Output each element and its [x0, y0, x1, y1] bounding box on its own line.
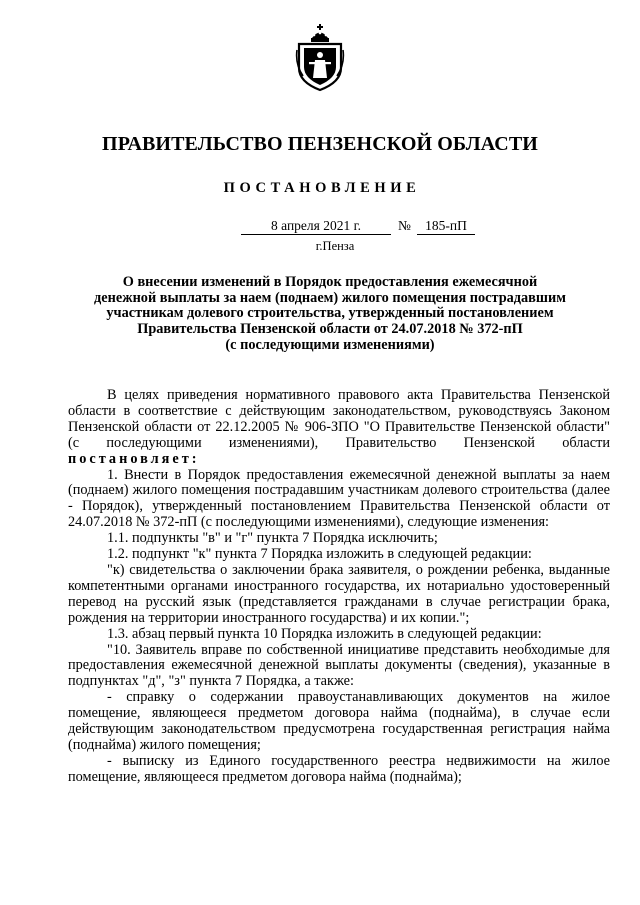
document-number: 185-пП — [417, 218, 475, 235]
document-type: ПОСТАНОВЛЕНИЕ — [223, 180, 421, 196]
preamble-paragraph — [68, 388, 610, 468]
list-item: - выписку из Единого государственного реестра недвижимости на жилое помещение, являющееся предметом договора найма (поднайма); — [68, 752, 610, 785]
clause-1-2-quote: "к) свидетельства о заключении брака заявителя, о рождении ребенка, выданные компетентными органами иностранного государства, их нотариально удостоверенный перевод на русский язык (представляется гражданами в случае регистрации брака, рождения на территории иностранного государства) и их копии."; — [68, 561, 610, 626]
resolves-word: постановляет: — [68, 450, 200, 467]
clause-1: 1. Внести в Порядок предоставления ежемесячной денежной выплаты за наем (поднаем) жилого помещения пострадавшим участникам долевого строительства (далее - Порядок), утвержденный постановлением Правительства Пензенской области от 24.07.2018 № 372-пП (с последующими изменениями), следующие изменения: — [68, 466, 610, 531]
document-heading — [80, 275, 580, 354]
clause-1-1: 1.1. подпункты "в" и "г" пункта 7 Порядка исключить; — [107, 530, 438, 547]
clause-1-3: 1.3. абзац первый пункта 10 Порядка изложить в следующей редакции: — [107, 625, 542, 642]
coat-of-arms-icon — [295, 24, 345, 92]
number-label: № — [398, 218, 411, 233]
issue-city: г.Пенза — [315, 239, 355, 253]
heading-line: денежной выплаты за наем (поднаем) жилого помещения пострадавшим — [94, 289, 566, 306]
preamble-text: В целях приведения нормативного правового акта Правительства Пензенской области в соответствие с действующим законодательством, руководствуясь Законом Пензенской области от 22.12.2005 № 906-ЗПО "О Правительстве Пензенской области" (с последующими изменениями), Правительство Пензенской области — [68, 387, 610, 451]
document-date: 8 апреля 2021 г. — [241, 218, 391, 235]
heading-line: Правительства Пензенской области от 24.07.2018 № 372-пП — [137, 321, 523, 338]
list-item: - справку о содержании правоустанавливающих документов на жилое помещение, являющееся предметом договора найма (поднайма), в случае если действующим законодательством предусмотрена государственная регистрация найма (поднайма) жилого помещения; — [68, 689, 610, 753]
heading-line: О внесении изменений в Порядок предоставления ежемесячной — [122, 274, 538, 290]
organization-title: ПРАВИТЕЛЬСТВО ПЕНЗЕНСКОЙ ОБЛАСТИ — [102, 133, 538, 155]
clause-1-2: 1.2. подпункт "к" пункта 7 Порядка изложить в следующей редакции: — [107, 546, 532, 563]
document-body — [68, 388, 610, 786]
heading-line: (с последующими изменениями) — [225, 336, 435, 353]
clause-1-3-quote: "10. Заявитель вправе по собственной инициативе представить необходимые для предоставления ежемесячной денежной выплаты документы (сведения), указанные в подпунктах "д", "з" пункта 7 Порядка, а также: — [68, 641, 610, 690]
heading-line: участникам долевого строительства, утвержденный постановлением — [106, 305, 554, 322]
